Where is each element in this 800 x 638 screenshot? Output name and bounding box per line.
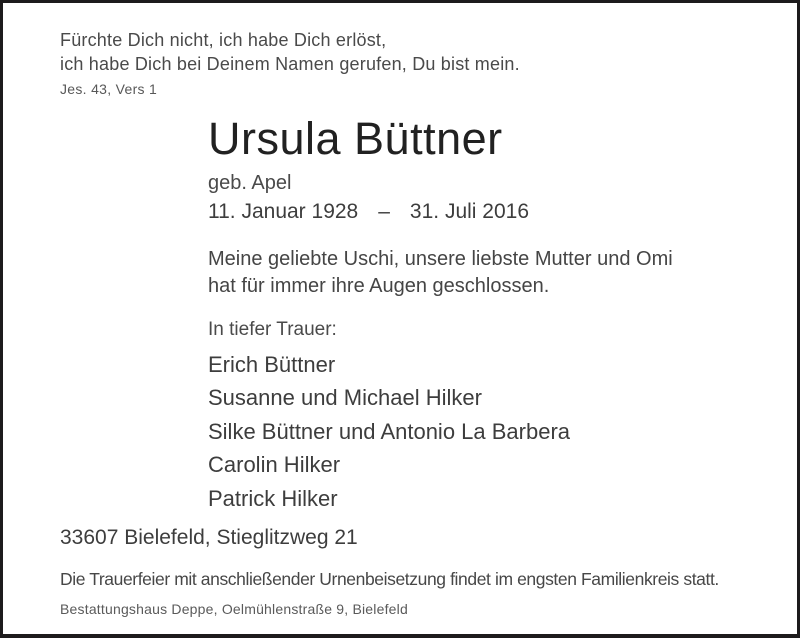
scripture-source: Jes. 43, Vers 1	[60, 81, 158, 97]
mourner-name: Erich Büttner	[208, 352, 336, 377]
funeral-info: Die Trauerfeier mit anschließender Urnenbeisetzung findet im engsten Familienkreis statt.	[60, 569, 719, 590]
family-address: 33607 Bielefeld, Stieglitzweg 21	[60, 526, 358, 550]
maiden-name: geb. Apel	[208, 172, 292, 194]
mourners-list	[208, 348, 797, 515]
obituary-content	[3, 3, 797, 618]
death-date: 31. Juli 2016	[409, 200, 530, 223]
birth-date: 11. Januar 1928	[208, 200, 359, 223]
main-column	[208, 114, 797, 515]
life-dates	[208, 198, 797, 225]
eulogy-line-2: hat für immer ihre Augen geschlossen.	[208, 275, 550, 297]
eulogy-line-1: Meine geliebte Uschi, unsere liebste Mutter und Omi	[208, 248, 673, 270]
mourner-name: Patrick Hilker	[208, 485, 338, 511]
mourner-name: Carolin Hilker	[208, 452, 341, 478]
scripture-line-2: ich habe Dich bei Deinem Namen gerufen, Du bist mein.	[60, 53, 520, 74]
scripture-line-1: Fürchte Dich nicht, ich habe Dich erlöst,	[60, 30, 387, 50]
mourner-name: Silke Büttner und Antonio La Barbera	[208, 418, 571, 444]
eulogy-text	[208, 246, 797, 300]
date-separator: –	[378, 200, 390, 223]
scripture-quote	[60, 29, 797, 98]
funeral-home-info: Bestattungshaus Deppe, Oelmühlenstraße 9, Bielefeld	[60, 601, 408, 618]
mourner-name: Susanne und Michael Hilker	[208, 385, 482, 411]
deceased-name: Ursula Büttner	[208, 113, 503, 164]
mourning-intro: In tiefer Trauer:	[208, 319, 337, 340]
